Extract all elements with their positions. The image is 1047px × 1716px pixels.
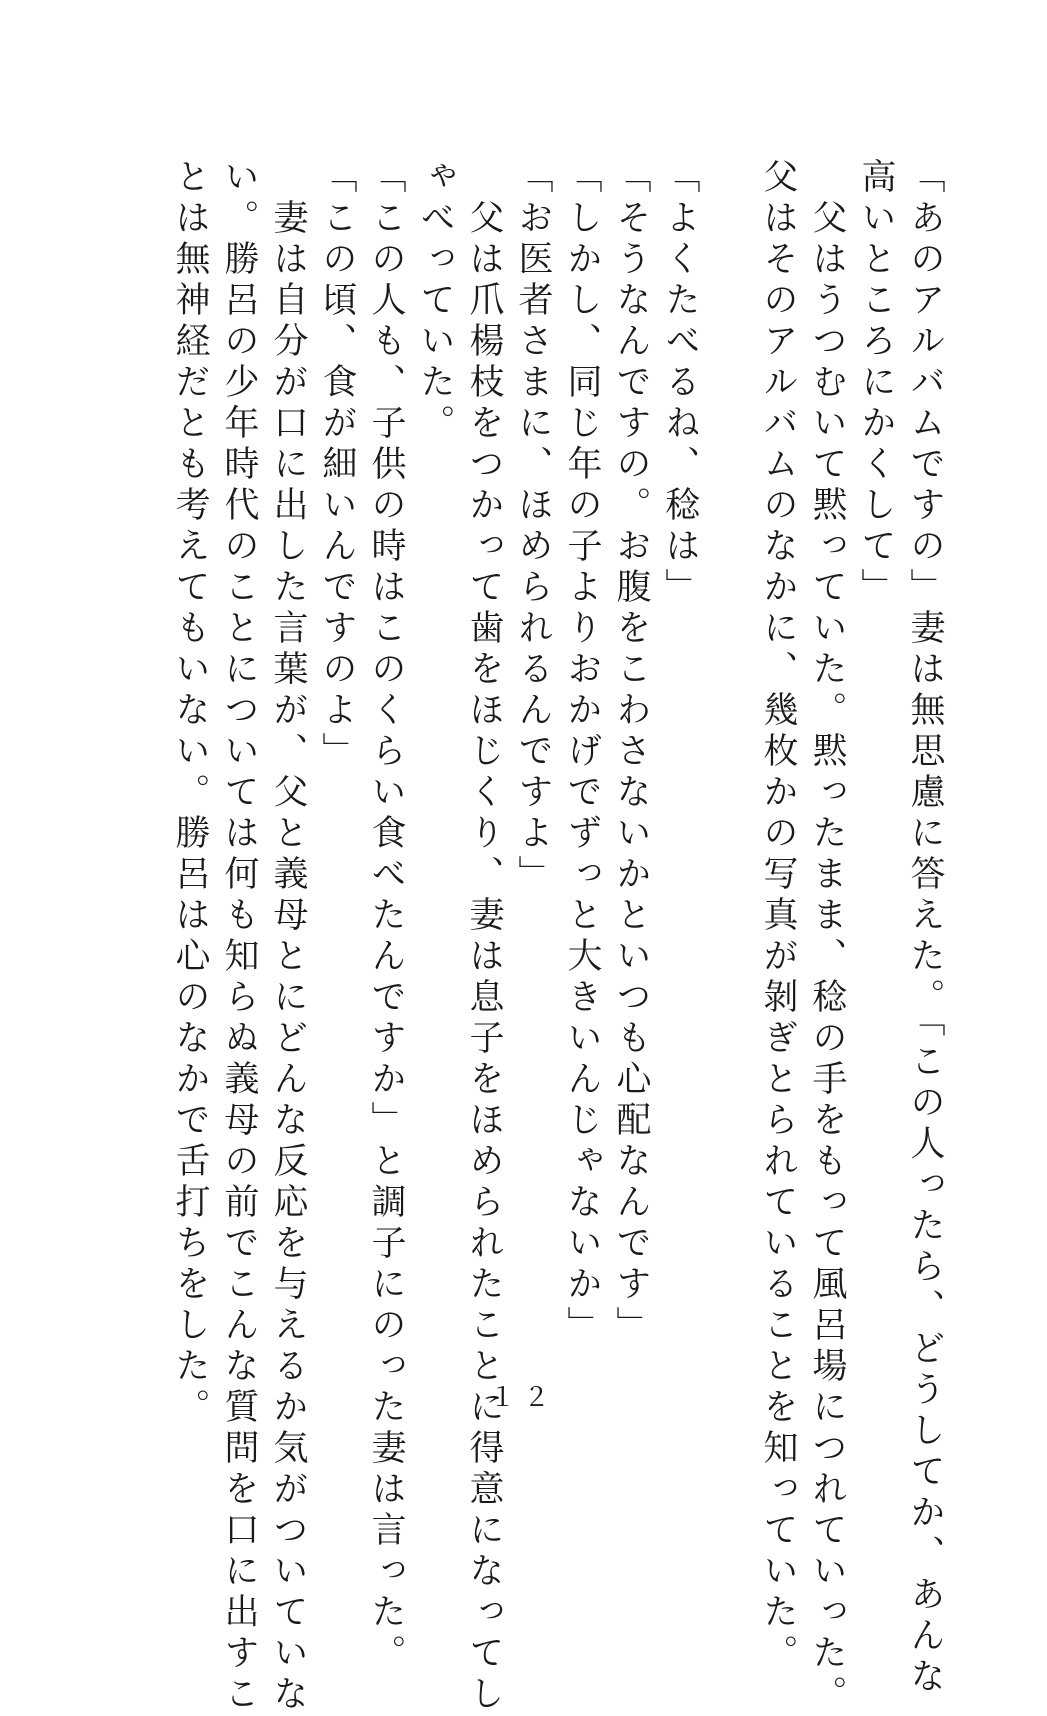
text-line: 「しかし、同じ年の子よりおかげでずっと大きいんじゃないか」	[562, 158, 602, 1347]
text-line: 父は爪楊枝をつかって歯をほじくり、妻は息子をほめられたことに得意になってし	[464, 158, 504, 1716]
text-line: い。勝呂の少年時代のことについては何も知らぬ義母の前でこんな質問を口に出すこ	[219, 158, 259, 1716]
text-line: ゃべっていた。	[415, 158, 455, 445]
text-line: 「あのアルバムですの」妻は無思慮に答えた。「この人ったら、どうしてか、あんな	[905, 158, 945, 1699]
text-line: 妻は自分が口に出した言葉が、父と義母とにどんな反応を与えるか気がついていな	[268, 158, 308, 1716]
text-line: とは無神経だとも考えてもいない。勝呂は心のなかで舌打ちをした。	[170, 158, 210, 1429]
text-line: 「この頃、食が細いんですのよ」	[317, 158, 357, 773]
text-line: 高いところにかくして」	[856, 158, 896, 609]
page-number: １２	[489, 1383, 558, 1413]
text-line: 父はうつむいて黙っていた。黙ったまま、稔の手をもって風呂場につれていった。	[807, 158, 847, 1716]
text-line: 「お医者さまに、ほめられるんですよ」	[513, 158, 553, 896]
text-line: 「よくたべるね、稔は」	[660, 158, 700, 609]
text-line: 「この人も、子供の時はこのくらい食べたんですか」と調子にのった妻は言った。	[366, 158, 406, 1675]
blank-line	[704, 158, 753, 1318]
text-line: 「そうなんですの。お腹をこわさないかといつも心配なんです」	[611, 158, 651, 1347]
text-line: 父はそのアルバムのなかに、幾枚かの写真が剝ぎとられていることを知っていた。	[758, 158, 798, 1675]
